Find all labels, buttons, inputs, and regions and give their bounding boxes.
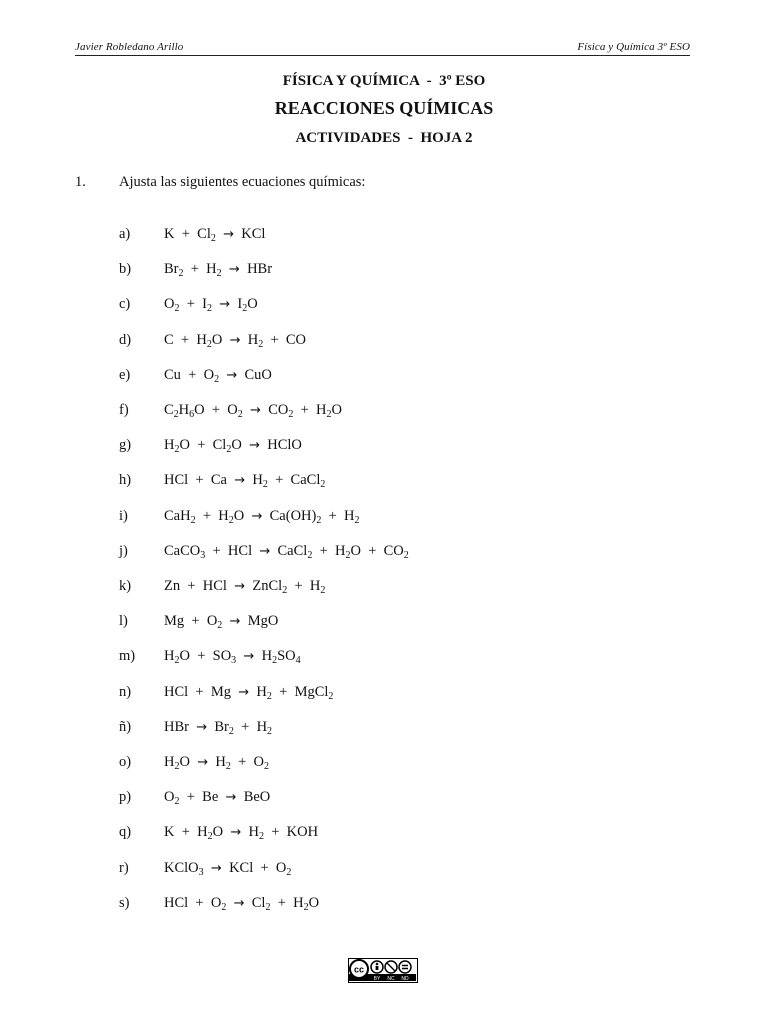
cc-letters: cc bbox=[353, 964, 365, 975]
equation-label: k) bbox=[119, 578, 132, 594]
equation-row bbox=[0, 648, 768, 668]
sheet-title: ACTIVIDADES - HOJA 2 bbox=[295, 130, 473, 146]
equation-row bbox=[0, 543, 768, 563]
equation-row bbox=[0, 367, 768, 387]
page-header-course: Física y Química 3º ESO bbox=[577, 41, 690, 53]
equation-text: $Mg + O_2$ → MgO bbox=[164, 613, 279, 632]
equation-label: b) bbox=[119, 261, 132, 278]
equation-text: CaCO$_3$ + HCl → CaCl$_2$ + $H_2O + CO_2$ bbox=[164, 542, 409, 561]
equation-label: d) bbox=[119, 331, 132, 348]
equation-row bbox=[0, 684, 768, 704]
equation-row bbox=[0, 437, 768, 457]
equation-text: $C + H_2O \to H_2$ + CO bbox=[164, 331, 307, 350]
equation-row bbox=[0, 578, 768, 598]
equation-text: HCl + $O_2 \to Cl_2 + H_2O$ bbox=[164, 894, 320, 913]
equation-label: a) bbox=[119, 226, 131, 242]
question-text: Ajusta las siguientes ecuaciones químicas: bbox=[119, 174, 366, 190]
equation-row bbox=[0, 472, 768, 492]
equation-text: HBr → $Br_2 + H_2$ bbox=[164, 718, 273, 737]
equation-text: $C_2H_6O + O_2 \to CO_2 + H_2O$ bbox=[164, 402, 342, 420]
equation-row bbox=[0, 719, 768, 739]
equation-label: i) bbox=[119, 507, 128, 524]
equation-label: m) bbox=[119, 648, 136, 665]
equation-text: $K + Cl_2$ → KCl bbox=[164, 226, 266, 244]
equation-text: $Br_2 + H_2$ → HBr bbox=[164, 261, 273, 280]
equation-row bbox=[0, 754, 768, 774]
cc-nc-label: NC bbox=[387, 976, 395, 981]
equation-label: ñ) bbox=[119, 718, 132, 735]
equation-label: n) bbox=[119, 683, 132, 700]
equation-text: KClO$_3$ → KCl + $O_2$ bbox=[164, 859, 292, 878]
equation-label: o) bbox=[119, 754, 132, 770]
equation-text: $Cu + O_2$ → CuO bbox=[164, 366, 272, 385]
equation-label: f) bbox=[119, 402, 129, 418]
subject-title: FÍSICA Y QUÍMICA - 3º ESO bbox=[282, 73, 486, 89]
equation-row bbox=[0, 332, 768, 352]
header-rule bbox=[75, 55, 690, 56]
equation-text: $O_2 + I_2 \to I_2O$ bbox=[164, 296, 258, 315]
equation-text: $O_2 + Be$ → BeO bbox=[164, 789, 271, 808]
license-badge bbox=[348, 958, 418, 983]
equation-label: j) bbox=[119, 542, 128, 559]
equation-row bbox=[0, 226, 768, 246]
equation-row bbox=[0, 402, 768, 422]
equation-row bbox=[0, 613, 768, 633]
equation-text: HCl + $Ca \to H_2$ + CaCl$_2$ bbox=[164, 472, 326, 491]
equation-label: h) bbox=[119, 472, 132, 489]
equation-label: c) bbox=[119, 296, 131, 313]
equation-row bbox=[0, 860, 768, 880]
equation-label: g) bbox=[119, 437, 132, 454]
equation-text: $CaH_2 + H_2O \to Ca(OH)_2 + H_2$ bbox=[164, 507, 360, 526]
question-number: 1. bbox=[75, 174, 86, 190]
equation-label: l) bbox=[119, 613, 128, 630]
equation-label: r) bbox=[119, 859, 129, 876]
creative-commons-icon bbox=[349, 959, 416, 981]
equation-row bbox=[0, 789, 768, 809]
topic-title: REACCIONES QUÍMICAS bbox=[274, 98, 494, 118]
equation-text: HCl + $Mg \to H_2$ + MgCl$_2$ bbox=[164, 683, 334, 702]
equation-text: $H_2O + SO_3 \to H_2SO_4$ bbox=[164, 648, 301, 667]
equation-text: $H_2O \to H_2 + O_2$ bbox=[164, 754, 270, 772]
page-header-author: Javier Robledano Arillo bbox=[75, 41, 184, 53]
equation-text: $K + H_2O \to H_2$ + KOH bbox=[164, 824, 319, 843]
equation-row bbox=[0, 296, 768, 316]
equation-label: s) bbox=[119, 894, 130, 911]
equation-text: Zn + HCl → ZnCl$_2$ + $H_2$ bbox=[164, 578, 326, 596]
equation-row bbox=[0, 824, 768, 844]
equation-row bbox=[0, 508, 768, 528]
cc-by-label: BY bbox=[373, 976, 381, 981]
equation-row bbox=[0, 895, 768, 915]
cc-nd-label: ND bbox=[401, 976, 409, 981]
equation-label: q) bbox=[119, 824, 132, 841]
equation-label: p) bbox=[119, 789, 132, 806]
equation-label: e) bbox=[119, 366, 131, 383]
equation-row bbox=[0, 261, 768, 281]
equation-text: $H_2O + Cl_2O$ → HClO bbox=[164, 437, 302, 456]
